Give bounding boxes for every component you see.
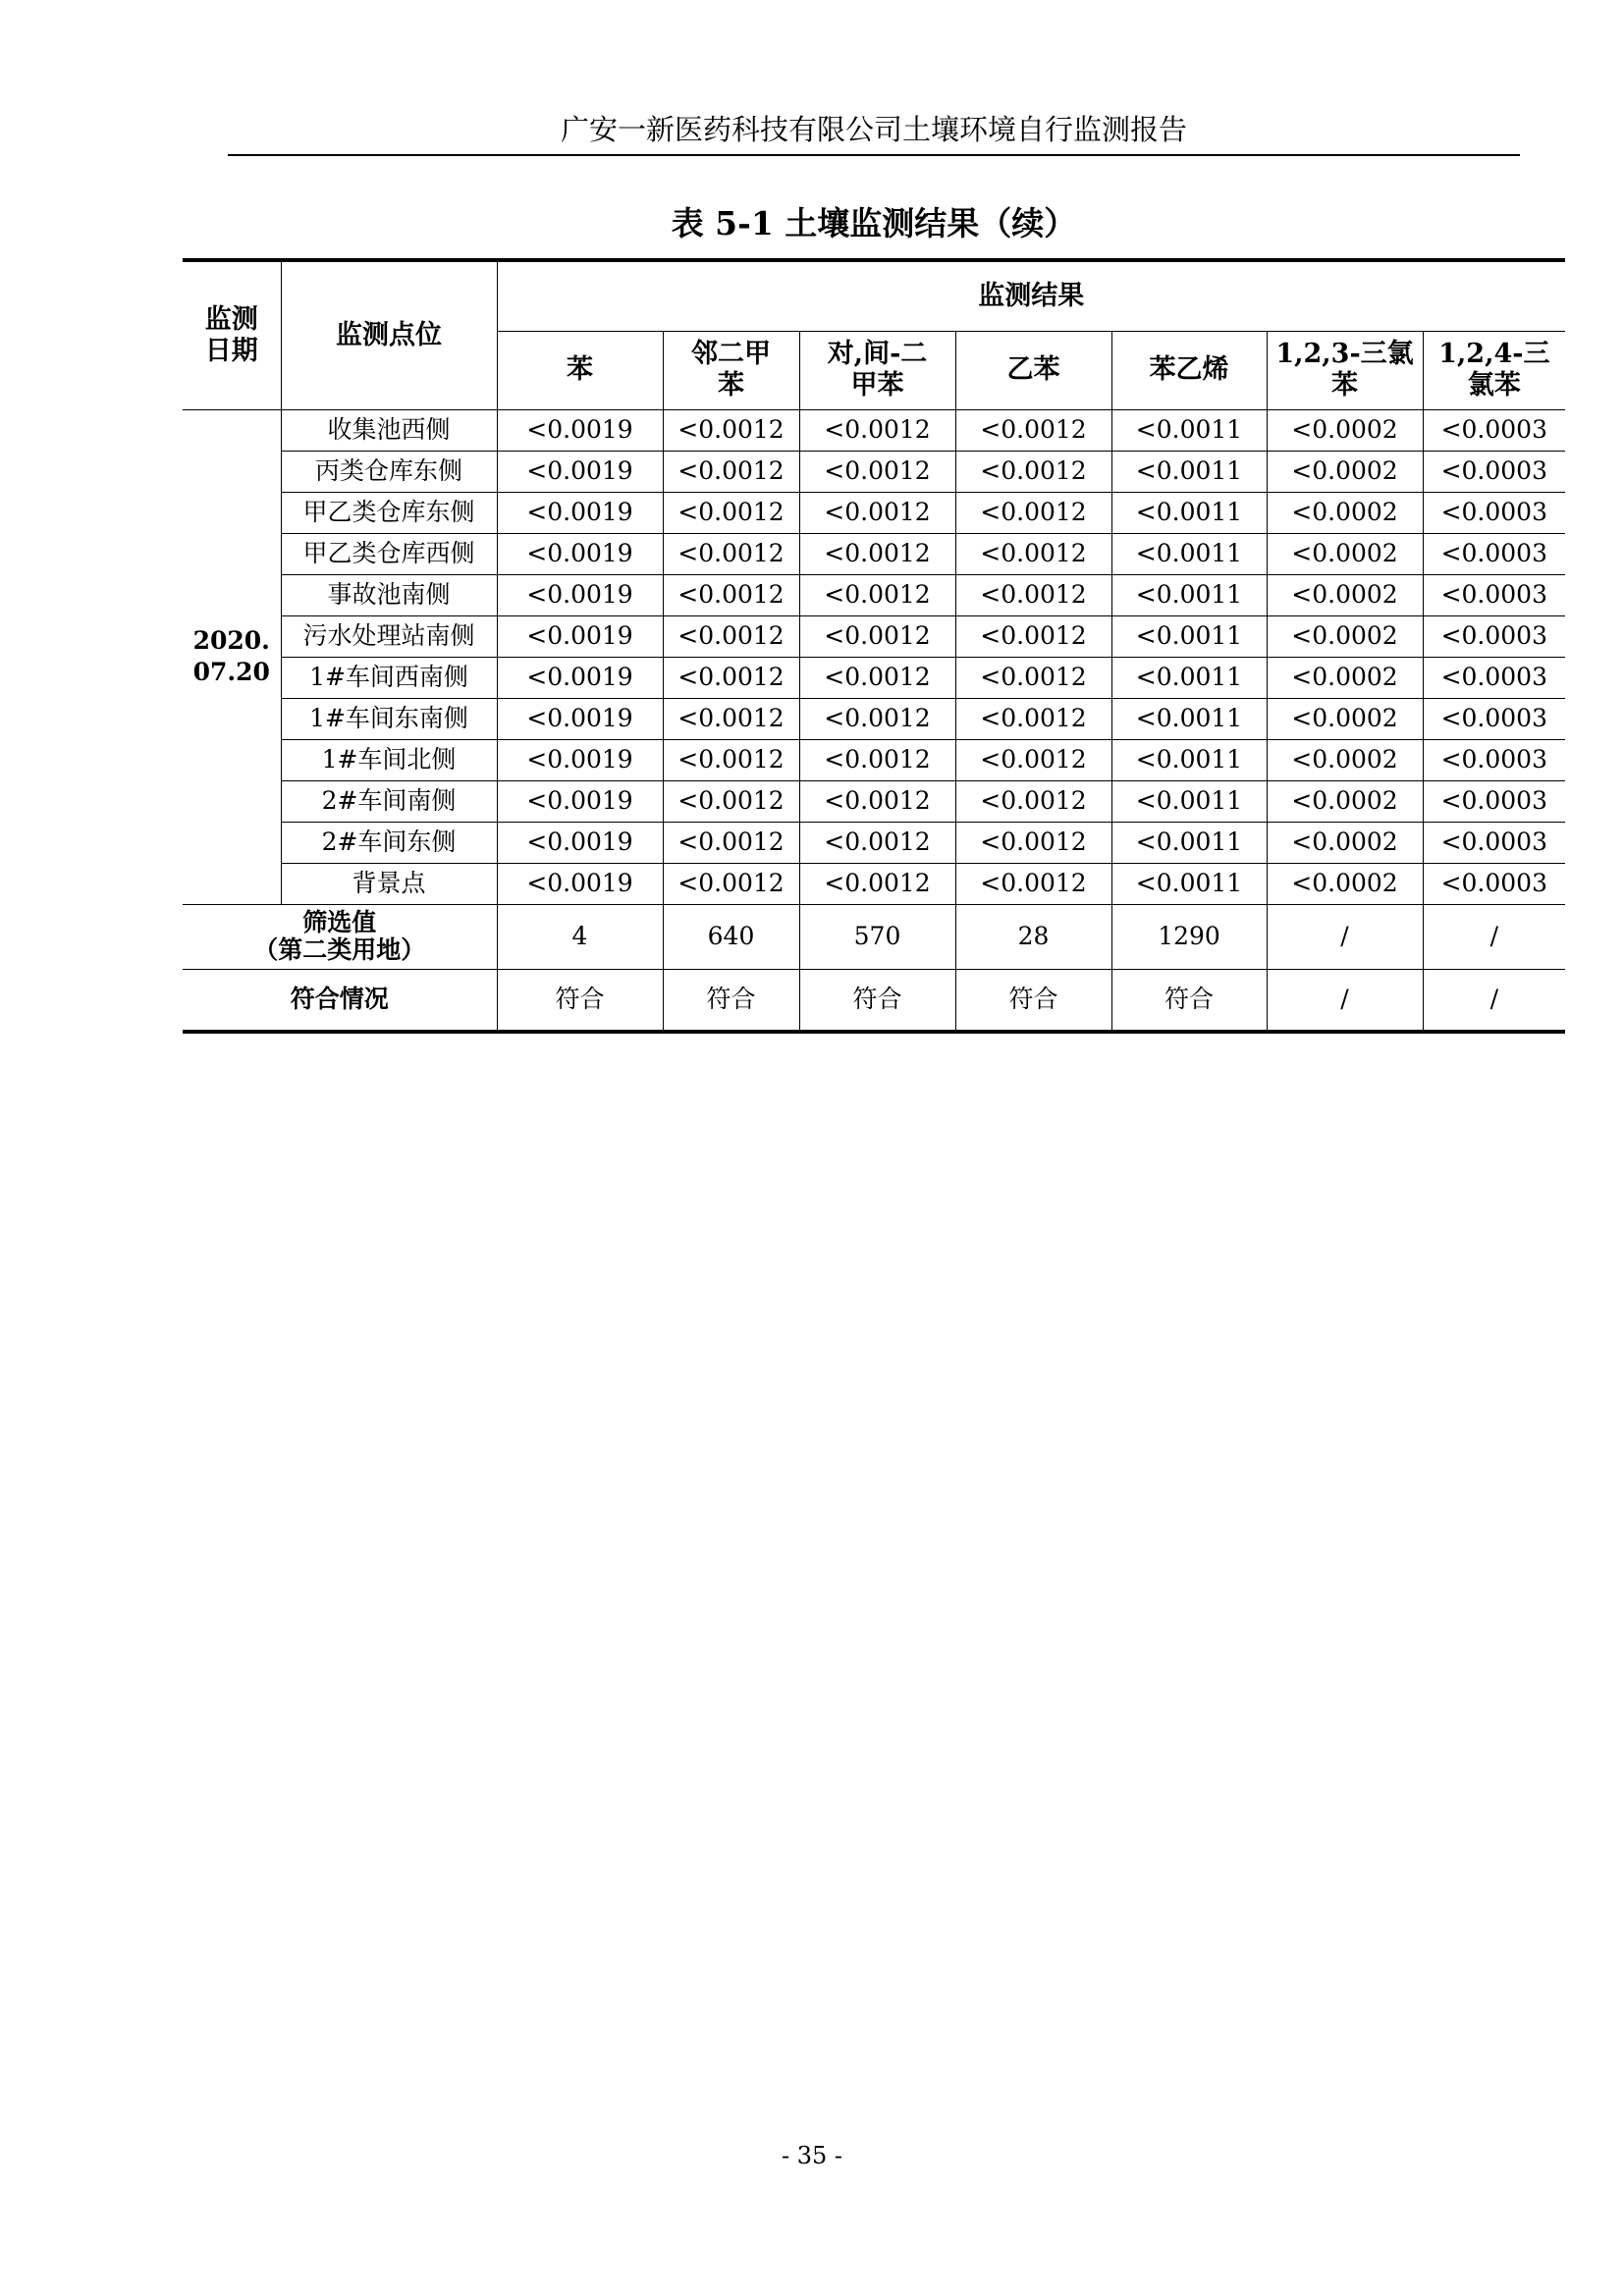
result-cell: <0.0012 <box>799 780 955 822</box>
result-cell: <0.0003 <box>1423 451 1565 492</box>
screening-value-cell: 1290 <box>1111 904 1267 969</box>
page-header: 广安一新医药科技有限公司土壤环境自行监测报告 <box>560 113 1187 146</box>
analyte-name-line1: 邻二甲 <box>691 339 771 369</box>
site-cell: 甲乙类仓库西侧 <box>281 533 497 574</box>
result-cell: <0.0012 <box>799 615 955 657</box>
result-cell: <0.0012 <box>663 451 799 492</box>
date-header-line2: 日期 <box>204 335 258 366</box>
result-cell: <0.0011 <box>1111 657 1267 698</box>
result-cell: <0.0002 <box>1267 780 1423 822</box>
result-cell: <0.0002 <box>1267 657 1423 698</box>
screening-label-line1: 筛选值 <box>302 908 377 936</box>
result-cell: <0.0002 <box>1267 492 1423 533</box>
result-cell: <0.0011 <box>1111 698 1267 739</box>
result-cell: <0.0012 <box>799 822 955 863</box>
table-row <box>183 492 1565 533</box>
result-cell: <0.0012 <box>955 574 1111 615</box>
result-cell: <0.0012 <box>663 409 799 451</box>
result-cell: <0.0019 <box>497 698 663 739</box>
analyte-name-line1: 1,2,4-三 <box>1438 339 1550 369</box>
result-cell: <0.0011 <box>1111 574 1267 615</box>
table-title: 表 5-1 土壤监测结果（续） <box>671 204 1077 242</box>
result-cell: <0.0002 <box>1267 451 1423 492</box>
result-cell: <0.0012 <box>799 451 955 492</box>
result-cell: <0.0019 <box>497 574 663 615</box>
result-cell: <0.0012 <box>663 739 799 780</box>
result-cell: <0.0012 <box>955 657 1111 698</box>
table-row <box>183 615 1565 657</box>
result-cell: <0.0012 <box>955 863 1111 904</box>
result-cell: <0.0012 <box>663 615 799 657</box>
results-table <box>183 258 1565 1034</box>
result-cell: <0.0012 <box>663 863 799 904</box>
result-cell: <0.0003 <box>1423 657 1565 698</box>
table-row <box>183 409 1565 451</box>
analyte-name-line2: 甲苯 <box>850 370 904 400</box>
site-cell: 背景点 <box>281 863 497 904</box>
analyte-header <box>955 331 1111 409</box>
result-cell: <0.0012 <box>663 780 799 822</box>
table-row <box>183 451 1565 492</box>
result-cell: <0.0019 <box>497 615 663 657</box>
screening-value-cell: / <box>1267 904 1423 969</box>
table-row <box>183 822 1565 863</box>
result-cell: <0.0019 <box>497 451 663 492</box>
analyte-name-line1: 苯 <box>567 354 593 385</box>
site-cell: 收集池西侧 <box>281 409 497 451</box>
result-cell: <0.0012 <box>799 574 955 615</box>
analyte-header <box>1423 331 1565 409</box>
page-number: - 35 - <box>781 2142 842 2169</box>
result-cell: <0.0011 <box>1111 409 1267 451</box>
screening-label <box>183 904 497 969</box>
screening-label-line2: （第二类用地） <box>253 935 426 964</box>
table-row <box>183 863 1565 904</box>
screening-value-cell: 4 <box>497 904 663 969</box>
screening-value-cell: / <box>1423 904 1565 969</box>
result-cell: <0.0011 <box>1111 863 1267 904</box>
result-cell: <0.0002 <box>1267 863 1423 904</box>
result-cell: <0.0011 <box>1111 492 1267 533</box>
result-cell: <0.0003 <box>1423 780 1565 822</box>
analyte-name-line1: 苯乙烯 <box>1149 354 1229 385</box>
result-cell: <0.0012 <box>663 574 799 615</box>
results-group-header: 监测结果 <box>497 260 1565 331</box>
table-row <box>183 739 1565 780</box>
date-column-header <box>183 260 281 409</box>
analyte-header <box>497 331 663 409</box>
analyte-name-line1: 1,2,3-三氯 <box>1275 339 1414 369</box>
result-cell: <0.0012 <box>799 698 955 739</box>
analyte-name-line2: 氯苯 <box>1467 370 1521 400</box>
result-cell: <0.0002 <box>1267 739 1423 780</box>
screening-row <box>183 904 1565 969</box>
result-cell: <0.0011 <box>1111 739 1267 780</box>
result-cell: <0.0003 <box>1423 863 1565 904</box>
result-cell: <0.0019 <box>497 533 663 574</box>
site-cell: 2#车间东侧 <box>281 822 497 863</box>
result-cell: <0.0003 <box>1423 409 1565 451</box>
screening-value-cell: 640 <box>663 904 799 969</box>
table-row <box>183 574 1565 615</box>
date-header-line1: 监测 <box>204 303 258 335</box>
result-cell: <0.0012 <box>955 698 1111 739</box>
result-cell: <0.0012 <box>955 492 1111 533</box>
result-cell: <0.0012 <box>955 780 1111 822</box>
analyte-header <box>663 331 799 409</box>
result-cell: <0.0019 <box>497 409 663 451</box>
site-cell: 1#车间西南侧 <box>281 657 497 698</box>
compliance-cell: 符合 <box>955 969 1111 1032</box>
result-cell: <0.0012 <box>799 863 955 904</box>
result-cell: <0.0012 <box>955 533 1111 574</box>
result-cell: <0.0002 <box>1267 698 1423 739</box>
table-row <box>183 657 1565 698</box>
table-row <box>183 698 1565 739</box>
site-cell: 甲乙类仓库东侧 <box>281 492 497 533</box>
result-cell: <0.0019 <box>497 492 663 533</box>
result-cell: <0.0012 <box>799 409 955 451</box>
header-row-1 <box>183 260 1565 331</box>
result-cell: <0.0002 <box>1267 615 1423 657</box>
site-cell: 事故池南侧 <box>281 574 497 615</box>
result-cell: <0.0002 <box>1267 409 1423 451</box>
result-cell: <0.0003 <box>1423 492 1565 533</box>
analyte-header <box>799 331 955 409</box>
result-cell: <0.0002 <box>1267 574 1423 615</box>
result-cell: <0.0019 <box>497 863 663 904</box>
result-cell: <0.0012 <box>955 739 1111 780</box>
result-cell: <0.0011 <box>1111 533 1267 574</box>
result-cell: <0.0011 <box>1111 780 1267 822</box>
site-cell: 1#车间东南侧 <box>281 698 497 739</box>
analyte-name-line2: 苯 <box>1331 370 1358 400</box>
compliance-row <box>183 969 1565 1032</box>
sampling-date-line1: 2020. <box>192 626 270 655</box>
result-cell: <0.0012 <box>663 657 799 698</box>
result-cell: <0.0012 <box>663 698 799 739</box>
result-cell: <0.0003 <box>1423 698 1565 739</box>
result-cell: <0.0012 <box>955 615 1111 657</box>
result-cell: <0.0012 <box>799 492 955 533</box>
result-cell: <0.0019 <box>497 657 663 698</box>
result-cell: <0.0012 <box>663 822 799 863</box>
compliance-cell: 符合 <box>1111 969 1267 1032</box>
result-cell: <0.0012 <box>799 533 955 574</box>
analyte-header <box>1267 331 1423 409</box>
result-cell: <0.0012 <box>955 822 1111 863</box>
result-cell: <0.0012 <box>799 657 955 698</box>
compliance-cell: / <box>1267 969 1423 1032</box>
result-cell: <0.0019 <box>497 822 663 863</box>
analyte-name-line1: 乙苯 <box>1006 354 1060 385</box>
compliance-cell: / <box>1423 969 1565 1032</box>
site-column-header: 监测点位 <box>281 260 497 409</box>
header-rule <box>228 154 1520 156</box>
result-cell: <0.0012 <box>663 492 799 533</box>
compliance-cell: 符合 <box>663 969 799 1032</box>
result-cell: <0.0012 <box>955 409 1111 451</box>
result-cell: <0.0002 <box>1267 533 1423 574</box>
site-cell: 丙类仓库东侧 <box>281 451 497 492</box>
analyte-name-line2: 苯 <box>718 370 744 400</box>
result-cell: <0.0003 <box>1423 739 1565 780</box>
screening-value-cell: 570 <box>799 904 955 969</box>
screening-value-cell: 28 <box>955 904 1111 969</box>
result-cell: <0.0019 <box>497 739 663 780</box>
analyte-name-line1: 对,间-二 <box>827 339 928 369</box>
result-cell: <0.0012 <box>663 533 799 574</box>
analyte-header <box>1111 331 1267 409</box>
sampling-date <box>183 409 281 904</box>
result-cell: <0.0019 <box>497 780 663 822</box>
result-cell: <0.0003 <box>1423 574 1565 615</box>
result-cell: <0.0012 <box>955 451 1111 492</box>
compliance-cell: 符合 <box>799 969 955 1032</box>
result-cell: <0.0012 <box>799 739 955 780</box>
result-cell: <0.0003 <box>1423 533 1565 574</box>
result-cell: <0.0002 <box>1267 822 1423 863</box>
result-cell: <0.0003 <box>1423 615 1565 657</box>
table-row <box>183 533 1565 574</box>
site-cell: 1#车间北侧 <box>281 739 497 780</box>
site-cell: 污水处理站南侧 <box>281 615 497 657</box>
result-cell: <0.0011 <box>1111 615 1267 657</box>
compliance-cell: 符合 <box>497 969 663 1032</box>
result-cell: <0.0003 <box>1423 822 1565 863</box>
sampling-date-line2: 07.20 <box>192 658 270 686</box>
result-cell: <0.0011 <box>1111 822 1267 863</box>
compliance-label: 符合情况 <box>183 969 497 1032</box>
table-row <box>183 780 1565 822</box>
result-cell: <0.0011 <box>1111 451 1267 492</box>
site-cell: 2#车间南侧 <box>281 780 497 822</box>
